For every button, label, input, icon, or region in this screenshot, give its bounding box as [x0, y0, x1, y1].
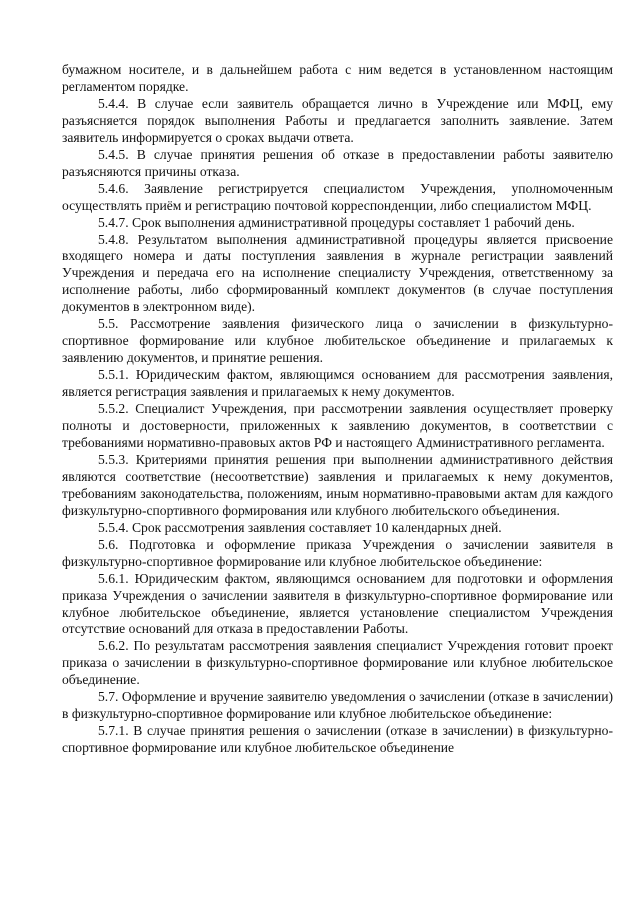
paragraph-5-6: 5.6. Подготовка и оформление приказа Учреждения о зачислении заявителя в физкультурно-спортивное формирование или клубное любительское объединение: [62, 536, 613, 569]
paragraph-5-4-7: 5.4.7. Срок выполнения административной процедуры составляет 1 рабочий день. [98, 214, 575, 230]
paragraph-5-5-2: 5.5.2. Специалист Учреждения, при рассмотрении заявления осуществляет проверку полноты и достоверности, приложенных к заявлению документов, в соответствии с требованиями нормативно-правовых актов РФ и настоящего Административного регламента. [62, 401, 613, 450]
paragraph-5-7: 5.7. Оформление и вручение заявителю уведомления о зачислении (отказе в зачислении) в физкультурно-спортивное формирование или клубное любительское объединение: [62, 689, 613, 722]
paragraph-5-4-5: 5.4.5. В случае принятия решения об отказе в предоставлении работы заявителю разъясняются причины отказа. [62, 146, 613, 179]
paragraph-5-4-4: 5.4.4. В случае если заявитель обращается лично в Учреждение или МФЦ, ему разъясняется порядок выполнения Работы и предлагается заполнить заявление. Затем заявитель информируется о сроках выдачи ответа. [62, 95, 613, 145]
paragraph-5-6-1: 5.6.1. Юридическим фактом, являющимся основанием для подготовки и оформления приказа Учреждения о зачислении заявителя в физкультурно-спортивное формирование или клубное любительское объединение, является установление специалистом Учреждения отсутствие оснований для отказа в предоставлении Работы. [62, 570, 613, 637]
paragraph-5-4-6: 5.4.6. Заявление регистрируется специалистом Учреждения, уполномоченным осуществлять приём и регистрацию почтовой корреспонденции, либо специалистом МФЦ. [62, 180, 613, 213]
paragraph-5-5-3: 5.5.3. Критериями принятия решения при выполнении административного действия являются соответствие (несоответствие) заявления и прилагаемых к нему документов, требованиям законодательства, положениям, иным нормативно-правовыми актам для каждого физкультурно-спортивного формирования или клубного любительского объединения. [62, 451, 613, 518]
paragraph-5-5-4: 5.5.4. Срок рассмотрения заявления составляет 10 календарных дней. [98, 519, 502, 535]
paragraph-5-7-1: 5.7.1. В случае принятия решения о зачислении (отказе в зачислении) в физкультурно-спортивное формирование или клубное любительское объединение [62, 723, 613, 756]
paragraph-continuation: бумажном носителе, и в дальнейшем работа с ним ведется в установленном настоящим регламентом порядке. [62, 62, 613, 94]
paragraph-5-5: 5.5. Рассмотрение заявления физического лица о зачислении в физкультурно-спортивное формирование или клубное любительское объединение и прилагаемых к заявлению документов, и принятие решения. [62, 316, 613, 366]
paragraph-5-6-2: 5.6.2. По результатам рассмотрения заявления специалист Учреждения готовит проект приказа о зачислении в физкультурно-спортивное формирование или клубное любительское объединение. [62, 638, 613, 688]
paragraph-5-5-1: 5.5.1. Юридическим фактом, являющимся основанием для рассмотрения заявления, является регистрация заявления и прилагаемых к нему документов. [62, 367, 613, 400]
paragraph-5-4-8: 5.4.8. Результатом выполнения административной процедуры является присвоение входящего номера и даты поступления заявления в журнале регистрации заявлений Учреждения и передача его на исполнение специалисту Учреждения, ответственному за исполнение работы, либо сформированный комплект документов (в случае поступления документов в электронном виде). [62, 231, 613, 315]
